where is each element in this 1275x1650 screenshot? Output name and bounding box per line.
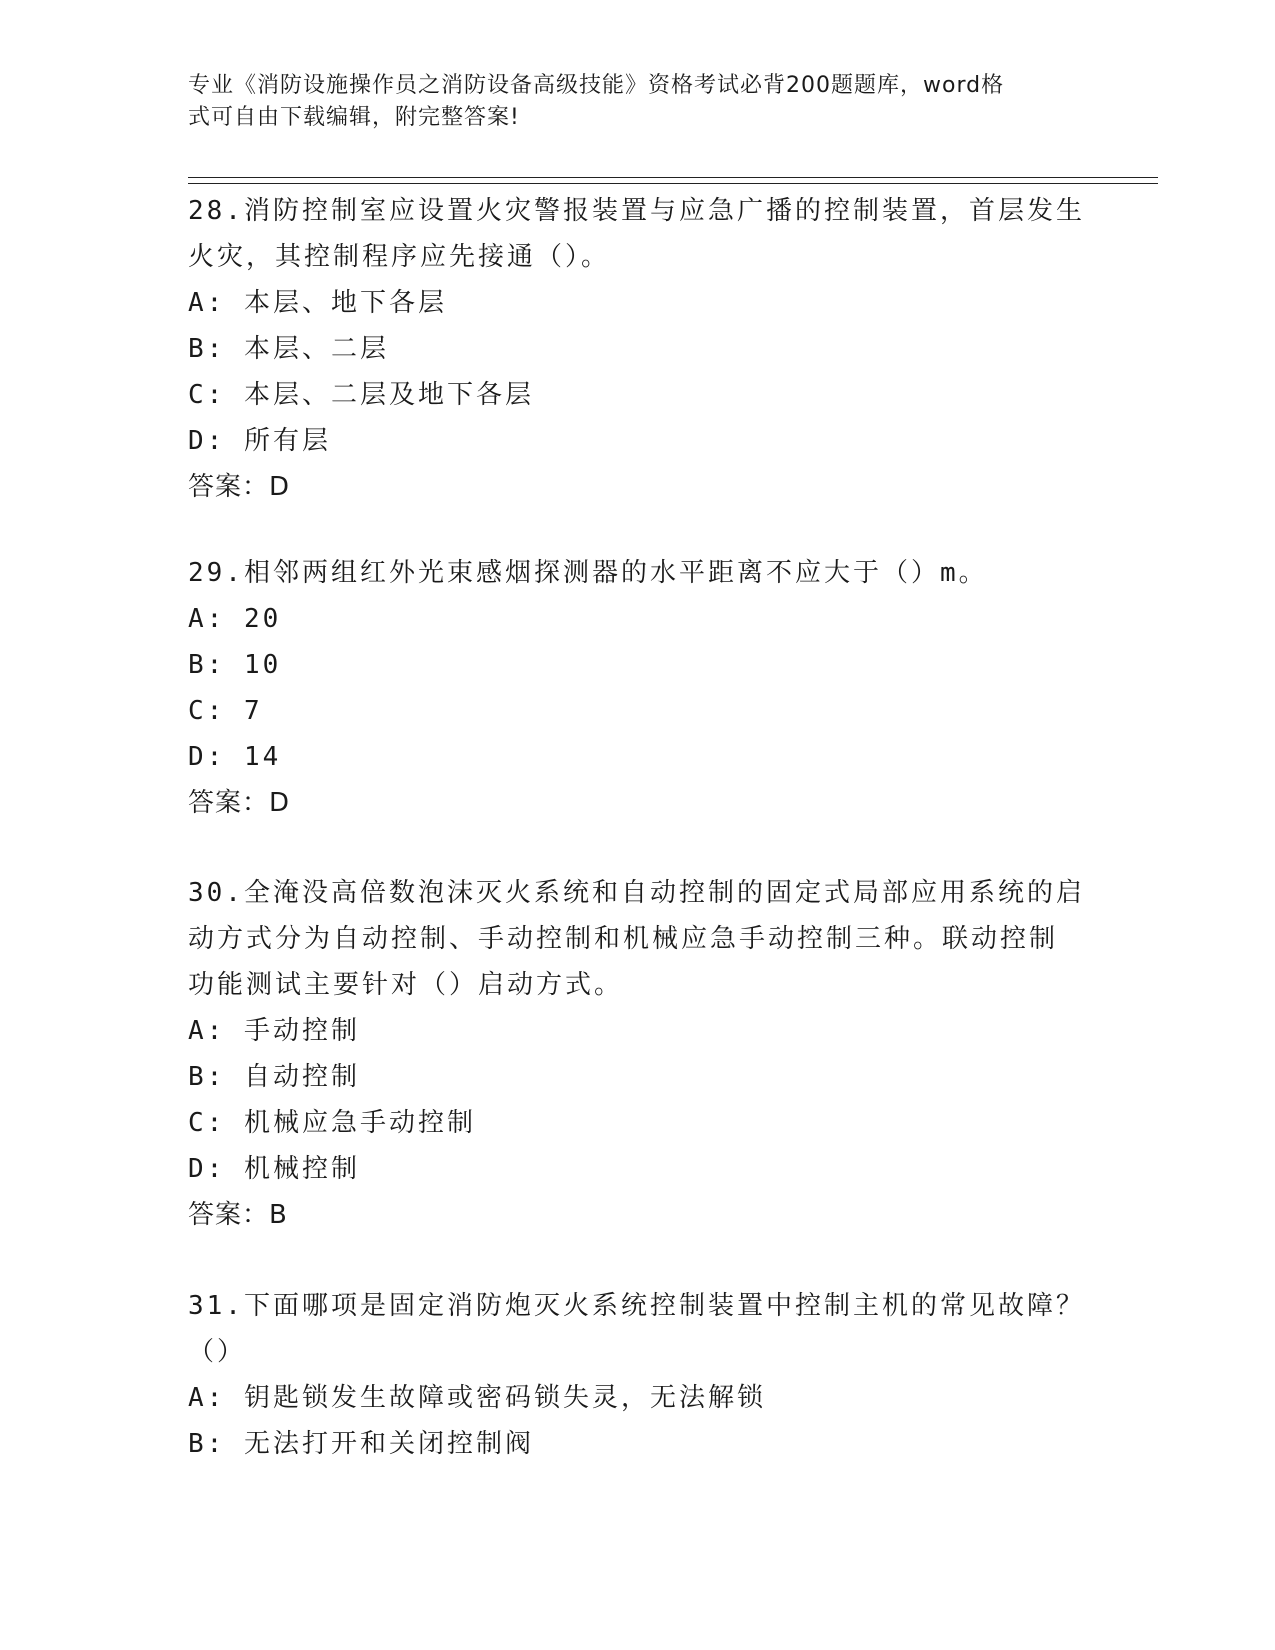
answer: 答案：B xyxy=(188,1200,288,1230)
question-31 xyxy=(188,1283,1088,1467)
question-text-line: 30.全淹没高倍数泡沫灭火系统和自动控制的固定式局部应用系统的启 xyxy=(188,878,1085,908)
option-d: D: 机械控制 xyxy=(188,1154,360,1184)
question-28 xyxy=(188,188,1088,510)
header-divider-top xyxy=(188,177,1158,178)
option-d: D: 所有层 xyxy=(188,426,331,456)
header-line-2: 式可自由下载编辑，附完整答案! xyxy=(188,105,520,130)
question-30 xyxy=(188,870,1088,1238)
answer: 答案：D xyxy=(188,788,291,818)
header-divider-bottom xyxy=(188,183,1158,184)
option-a: A: 钥匙锁发生故障或密码锁失灵，无法解锁 xyxy=(188,1383,766,1413)
question-text-line: （） xyxy=(188,1337,247,1367)
option-b: B: 10 xyxy=(188,650,282,680)
question-text-line: 动方式分为自动控制、手动控制和机械应急手动控制三种。联动控制 xyxy=(188,924,1059,954)
header-line-1: 专业《消防设施操作员之消防设备高级技能》资格考试必背200题题库，word格 xyxy=(188,73,1005,98)
question-text-line: 29.相邻两组红外光束感烟探测器的水平距离不应大于（）m。 xyxy=(188,558,988,588)
document-header xyxy=(188,70,1088,134)
question-text-line: 火灾，其控制程序应先接通（）。 xyxy=(188,242,611,272)
option-a: A: 本层、地下各层 xyxy=(188,288,447,318)
answer: 答案：D xyxy=(188,472,291,502)
option-c: C: 本层、二层及地下各层 xyxy=(188,380,534,410)
option-d: D: 14 xyxy=(188,742,282,772)
option-a: A: 20 xyxy=(188,604,282,634)
question-text-line: 28.消防控制室应设置火灾警报装置与应急广播的控制装置，首层发生 xyxy=(188,196,1085,226)
question-29 xyxy=(188,550,1088,826)
option-b: B: 本层、二层 xyxy=(188,334,389,364)
option-c: C: 机械应急手动控制 xyxy=(188,1108,476,1138)
option-a: A: 手动控制 xyxy=(188,1016,360,1046)
option-b: B: 无法打开和关闭控制阀 xyxy=(188,1429,534,1459)
question-text-line: 功能测试主要针对（）启动方式。 xyxy=(188,970,624,1000)
option-c: C: 7 xyxy=(188,696,263,726)
question-text-line: 31.下面哪项是固定消防炮灭火系统控制装置中控制主机的常见故障？ xyxy=(188,1291,1085,1321)
option-b: B: 自动控制 xyxy=(188,1062,360,1092)
